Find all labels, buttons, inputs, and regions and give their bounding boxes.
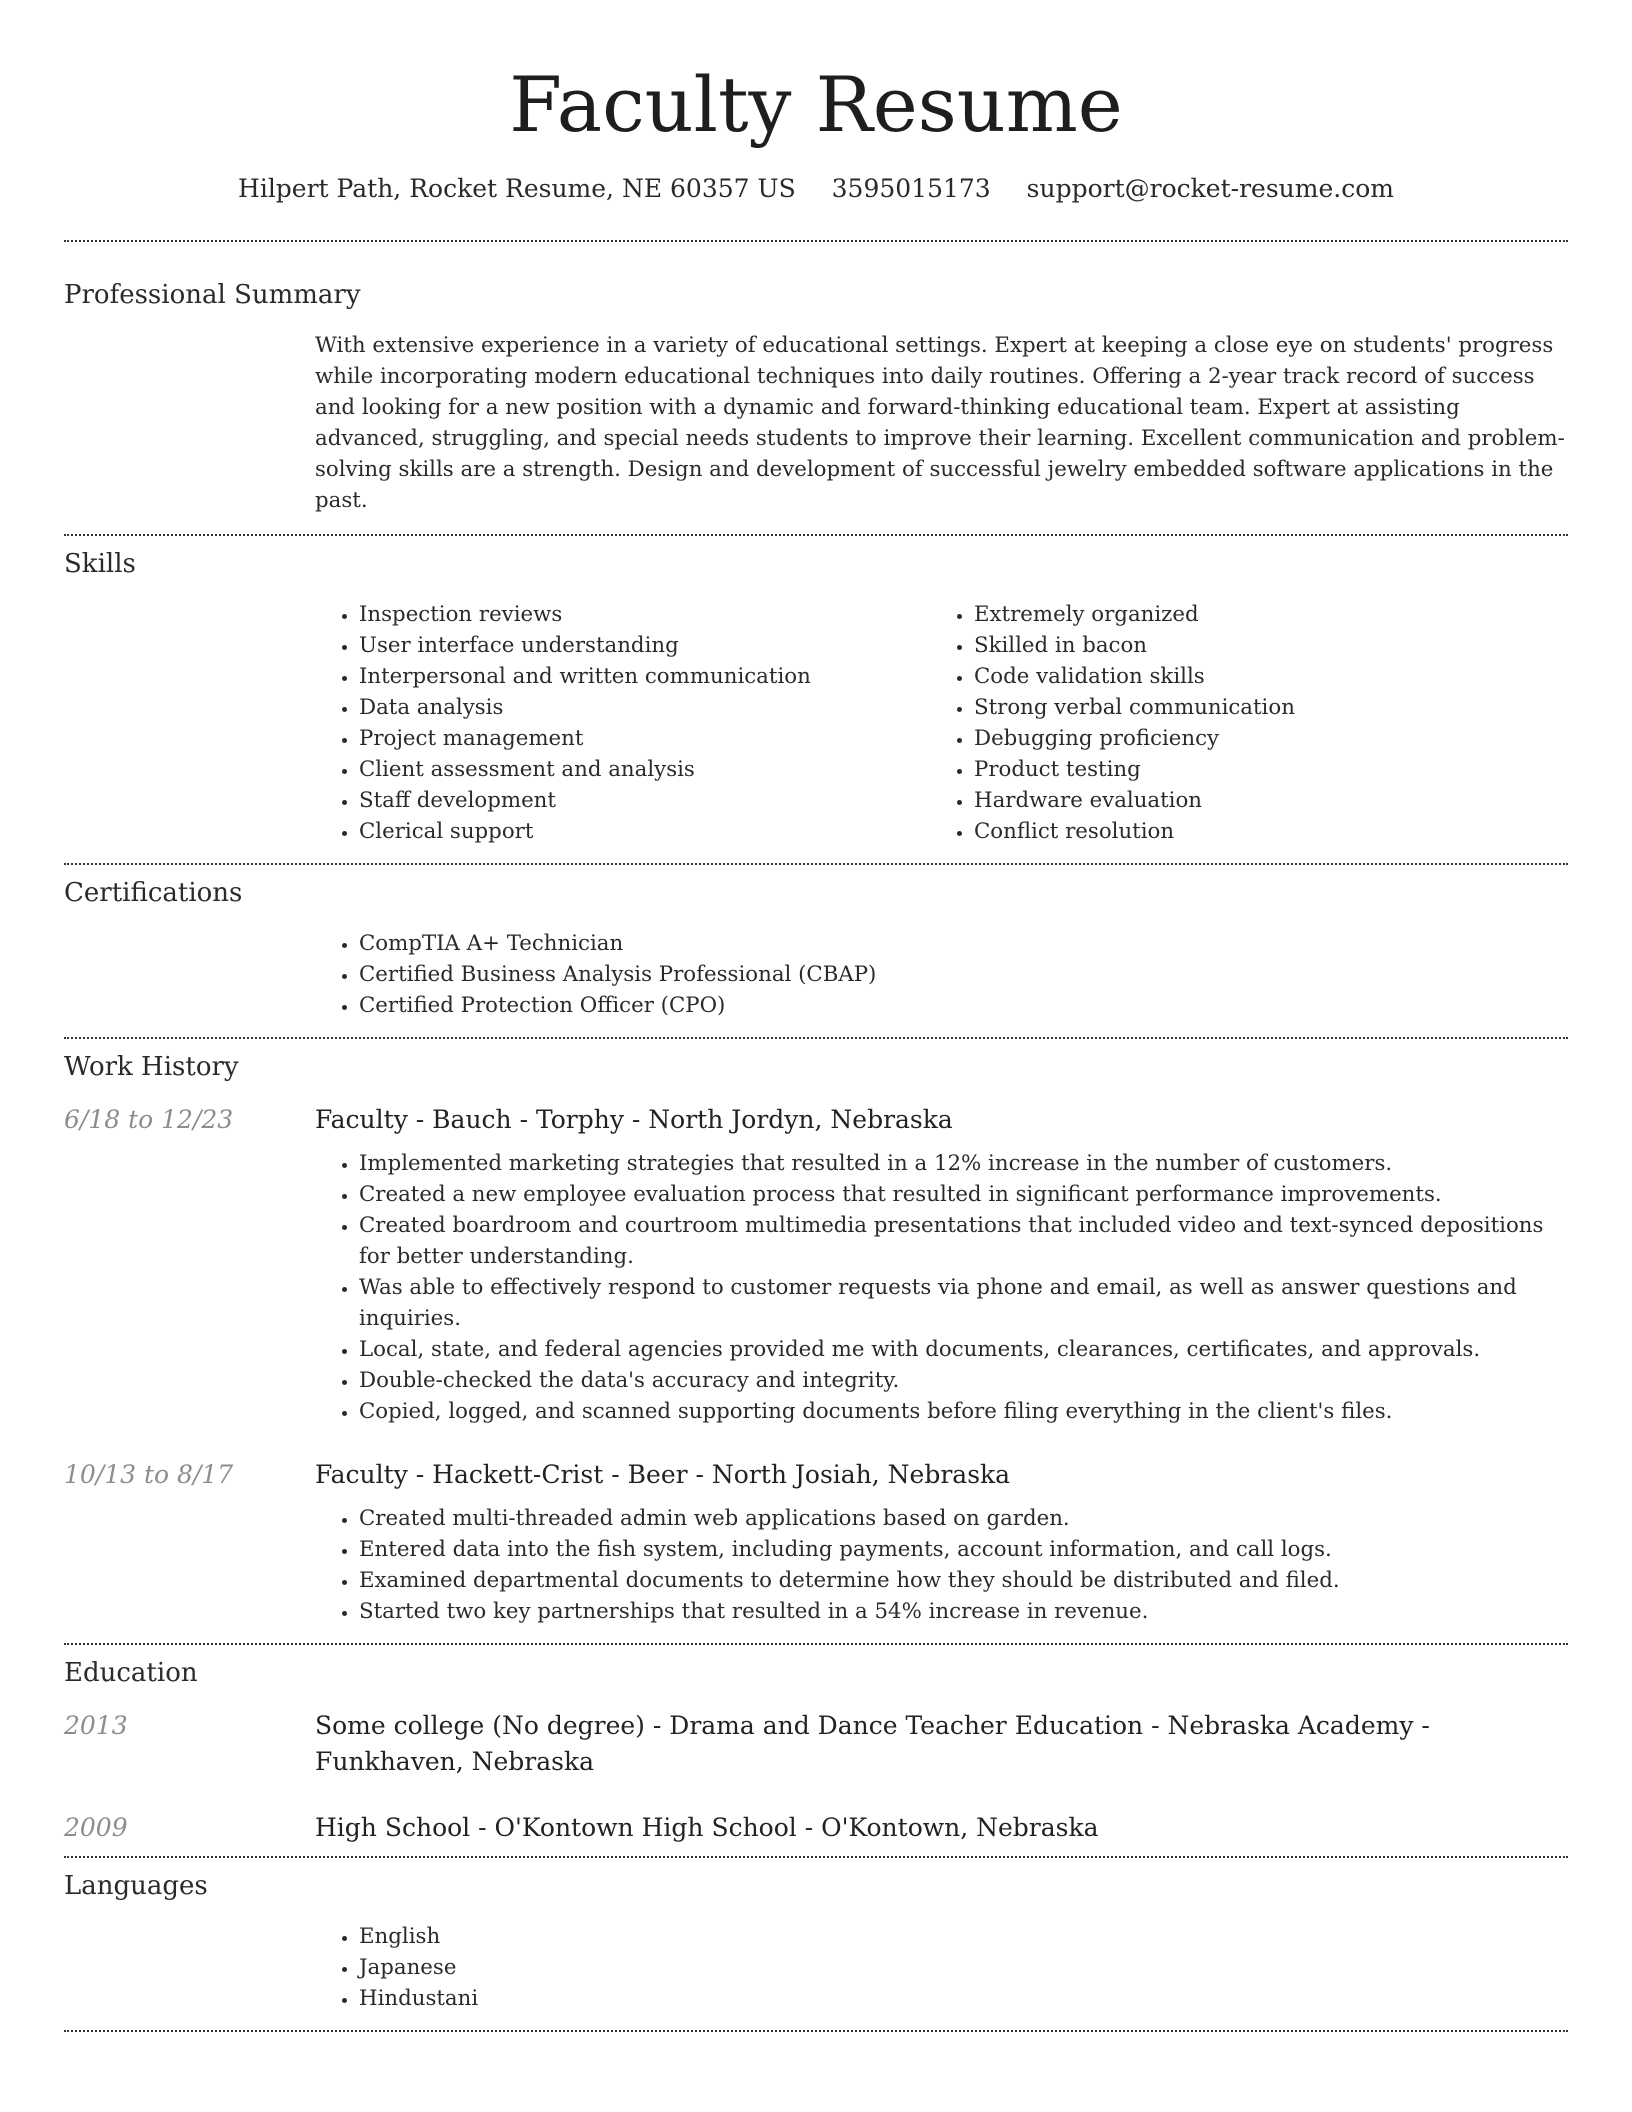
job-heading: Faculty - Bauch - Torphy - North Jordyn, Nebraska — [315, 1105, 953, 1134]
contact-line — [64, 172, 1568, 206]
skill-item: • Strong verbal communication — [974, 692, 1545, 723]
resume-title: Faculty Resume — [509, 60, 1123, 149]
skill-item: • Staff development — [359, 785, 930, 816]
job-entry — [64, 1102, 1568, 1427]
jobs-container — [64, 1102, 1568, 1627]
education-heading-text — [315, 1708, 1568, 1780]
divider — [64, 2030, 1568, 2032]
job-bullet: • Created multi-threaded admin web applications based on garden. — [359, 1503, 1568, 1534]
education-degree: High School — [315, 1813, 471, 1842]
education-degree: Some college (No degree) - Drama and Dance Teacher Education — [315, 1711, 1144, 1740]
skill-item: • User interface understanding — [359, 630, 930, 661]
education-entry — [64, 1810, 1568, 1846]
skill-item: • Project management — [359, 723, 930, 754]
job-bullet: • Implemented marketing strategies that resulted in a 12% increase in the number of customers. — [359, 1148, 1568, 1179]
skill-item: • Conflict resolution — [974, 816, 1545, 847]
job-bullet: • Created a new employee evaluation process that resulted in significant performance improvements. — [359, 1179, 1568, 1210]
certification-item: • Certified Business Analysis Professional (CBAP) — [359, 959, 1568, 990]
contact-address: Hilpert Path, Rocket Resume, NE 60357 US — [238, 174, 796, 203]
skill-item: • Product testing — [974, 754, 1545, 785]
contact-phone: 3595015173 — [831, 174, 991, 203]
summary-heading: Professional Summary — [64, 280, 361, 310]
certifications-list — [315, 928, 1568, 1021]
certifications-section — [64, 865, 1568, 1021]
skill-item: • Inspection reviews — [359, 599, 930, 630]
skill-item: • Hardware evaluation — [974, 785, 1545, 816]
job-bullet: • Entered data into the fish system, including payments, account information, and call logs. — [359, 1534, 1568, 1565]
education-year: 2013 — [64, 1711, 128, 1740]
skill-item: • Interpersonal and written communication — [359, 661, 930, 692]
language-item: • Hindustani — [359, 1983, 1568, 2014]
skills-section — [64, 536, 1568, 847]
resume-page — [64, 0, 1568, 2032]
education-heading: Education — [64, 1658, 198, 1688]
education-container — [64, 1708, 1568, 1846]
skills-list-left — [315, 599, 930, 847]
education-institution: - O'Kontown High School - O'Kontown, Nebraska — [470, 1813, 1099, 1842]
languages-list — [315, 1921, 1568, 2014]
job-bullet: • Examined departmental documents to determine how they should be distributed and filed. — [359, 1565, 1568, 1596]
certification-item: • CompTIA A+ Technician — [359, 928, 1568, 959]
skill-item: • Debugging proficiency — [974, 723, 1545, 754]
work-history-heading: Work History — [64, 1052, 239, 1082]
education-institution: - Nebraska Academy - Funkhaven, Nebraska — [315, 1711, 1430, 1776]
skills-list-right — [930, 599, 1545, 847]
education-section — [64, 1645, 1568, 1846]
skill-item: • Data analysis — [359, 692, 930, 723]
job-bullet: • Created boardroom and courtroom multimedia presentations that included video and text-synced depositions for better understanding. — [359, 1210, 1568, 1272]
summary-text: With extensive experience in a variety of educational settings. Expert at keeping a close eye on students' progress while incorporating modern educational techniques into daily routines. Offering a 2-year track record of success and looking for a new position with a dynamic and forward-thinking educational team. Expert at assisting advanced, struggling, and special needs students to improve their learning. Excellent communication and problem-solving skills are a strength. Design and development of successful jewelry embedded software applications in the past. — [315, 333, 1565, 513]
work-history-section — [64, 1039, 1568, 1627]
job-bullet: • Copied, logged, and scanned supporting documents before filing everything in the client's files. — [359, 1396, 1568, 1427]
skill-item: • Clerical support — [359, 816, 930, 847]
skills-heading: Skills — [64, 549, 136, 579]
skill-item: • Code validation skills — [974, 661, 1545, 692]
skill-item: • Client assessment and analysis — [359, 754, 930, 785]
language-item: • English — [359, 1921, 1568, 1952]
certification-item: • Certified Protection Officer (CPO) — [359, 990, 1568, 1021]
job-bullet: • Started two key partnerships that resulted in a 54% increase in revenue. — [359, 1596, 1568, 1627]
skill-item: • Skilled in bacon — [974, 630, 1545, 661]
languages-heading: Languages — [64, 1871, 208, 1901]
education-heading-text — [315, 1810, 1099, 1846]
contact-email: support@rocket-resume.com — [1026, 174, 1394, 203]
education-year: 2009 — [64, 1813, 128, 1842]
job-bullet: • Double-checked the data's accuracy and integrity. — [359, 1365, 1568, 1396]
job-heading: Faculty - Hackett-Crist - Beer - North Josiah, Nebraska — [315, 1460, 1011, 1489]
job-bullets — [315, 1503, 1568, 1627]
languages-section — [64, 1858, 1568, 2014]
certifications-heading: Certifications — [64, 878, 243, 908]
summary-section — [64, 242, 1568, 516]
job-entry — [64, 1457, 1568, 1627]
job-bullet: • Local, state, and federal agencies provided me with documents, clearances, certificates, and approvals. — [359, 1334, 1568, 1365]
education-entry — [64, 1708, 1568, 1780]
job-bullet: • Was able to effectively respond to customer requests via phone and email, as well as answer questions and inquiries. — [359, 1272, 1568, 1334]
skill-item: • Extremely organized — [974, 599, 1545, 630]
job-bullets — [315, 1148, 1568, 1427]
language-item: • Japanese — [359, 1952, 1568, 1983]
job-dates: 6/18 to 12/23 — [64, 1105, 234, 1134]
job-dates: 10/13 to 8/17 — [64, 1460, 234, 1489]
